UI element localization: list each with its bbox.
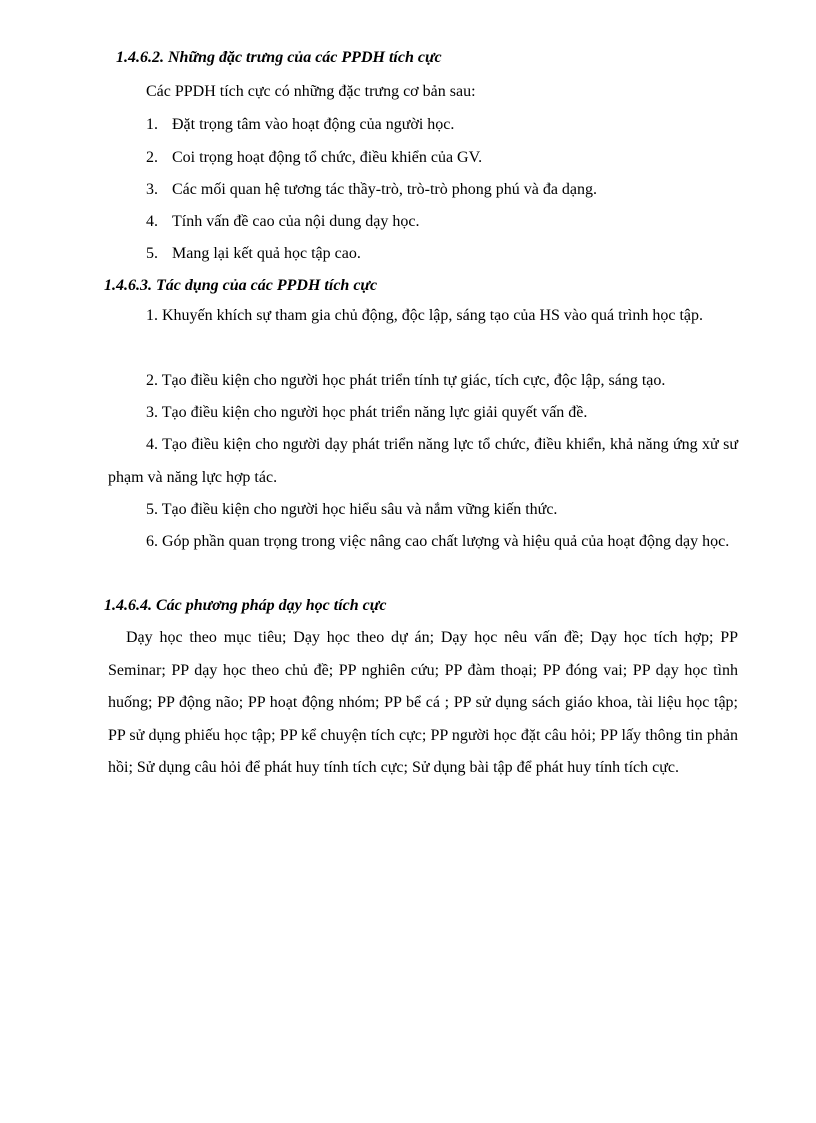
features-item-1 (146, 115, 454, 135)
item-number: 3. (146, 181, 158, 198)
item-number: 4. (146, 213, 158, 230)
item-number: 2. (146, 149, 158, 166)
item-text: Coi trọng hoạt động tổ chức, điều khiển của GV. (172, 149, 483, 166)
effects-item-3: 3. Tạo điều kiện cho người học phát triển năng lực giải quyết vấn đề. (146, 404, 588, 421)
effects-item-5: 5. Tạo điều kiện cho người học hiểu sâu và nắm vững kiến thức. (146, 501, 558, 518)
effects-item-4: 4. Tạo điều kiện cho người dạy phát triển năng lực tổ chức, điều khiển, khả năng ứng xử sư phạm và năng lực hợp tác. (108, 436, 738, 486)
effects-item-2: 2. Tạo điều kiện cho người học phát triển tính tự giác, tích cực, độc lập, sáng tạo. (146, 372, 666, 389)
features-intro: Các PPDH tích cực có những đặc trưng cơ bản sau: (146, 83, 476, 100)
item-text: Mang lại kết quả học tập cao. (172, 245, 361, 262)
features-item-2 (146, 148, 482, 168)
effects-item-1: 1. Khuyến khích sự tham gia chủ động, độc lập, sáng tạo của HS vào quá trình học tập. (146, 307, 703, 324)
section-heading-methods: 1.4.6.4. Các phương pháp dạy học tích cực (104, 597, 387, 614)
section-heading-features: 1.4.6.2. Những đặc trưng của các PPDH tích cực (116, 49, 442, 66)
effects-item-6: 6. Góp phần quan trọng trong việc nâng cao chất lượng và hiệu quả của hoạt động dạy học. (146, 533, 730, 550)
item-text: Tính vấn đề cao của nội dung dạy học. (172, 213, 420, 230)
item-text: Đặt trọng tâm vào hoạt động của người học. (172, 116, 455, 133)
features-item-3 (146, 180, 597, 200)
features-item-5 (146, 244, 361, 264)
features-item-4 (146, 212, 419, 232)
methods-paragraph: Dạy học theo mục tiêu; Dạy học theo dự án; Dạy học nêu vấn đề; Dạy học tích hợp; PP Seminar; PP dạy học theo chủ đề; PP nghiên cứu; PP đàm thoại; PP đóng vai; PP dạy học tình huống; PP động não; PP hoạt động nhóm; PP bể cá ; PP sử dụng sách giáo khoa, tài liệu học tập; PP sử dụng phiếu học tập; PP kể chuyện tích cực; PP người học đặt câu hỏi; PP lấy thông tin phản hồi; Sử dụng câu hỏi để phát huy tính tích cực; Sử dụng bài tập để phát huy tính tích cực. (108, 629, 738, 776)
section-heading-effects: 1.4.6.3. Tác dụng của các PPDH tích cực (104, 277, 378, 294)
item-text: Các mối quan hệ tương tác thầy-trò, trò-trò phong phú và đa dạng. (172, 181, 598, 198)
item-number: 5. (146, 245, 158, 262)
item-number: 1. (146, 116, 158, 133)
